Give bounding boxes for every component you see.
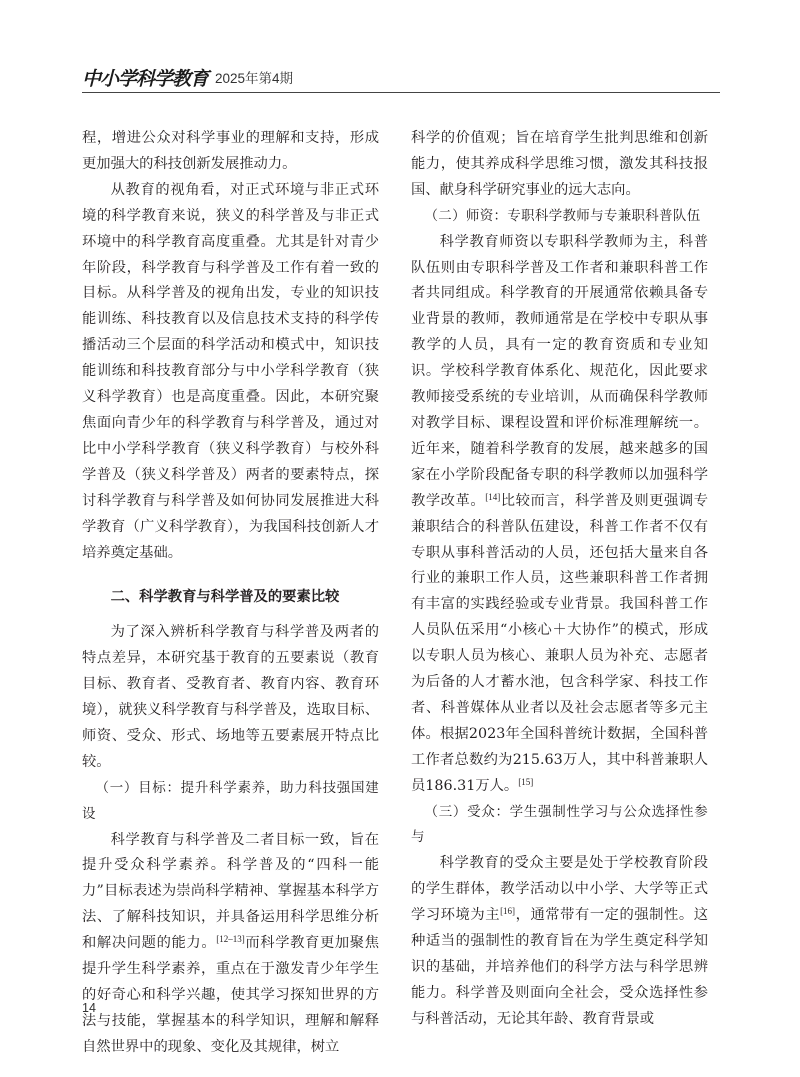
section-heading: 二、科学教育与科学普及的要素比较	[110, 589, 340, 606]
header-divider	[82, 92, 720, 93]
journal-logo: 中小学科学教育	[82, 68, 209, 90]
paragraph: 程，增进公众对科学事业的理解和支持，形成更加强大的科技创新发展推动力。	[82, 130, 379, 172]
paragraph	[411, 851, 708, 1032]
issue-label: 2025年第4期	[215, 71, 294, 86]
paragraph-text: ，通常带有一定的强制性。这种适当的强制性的教育旨在为学生奠定科学知识的基础，并培养他们的科学方法与科学思辨能力。科学普及则面向全社会，受众选择性参与科普活动，无论其年龄、教育背景或	[411, 907, 709, 1027]
paragraph: 为了深入辨析科学教育与科学普及两者的特点差异，本研究基于教育的五要素说（教育目标、教育者、受教育者、教育内容、教育环境），就狭义科学教育与科学普及，选取目标、师资、受众、形式、场地等五要素展开特点比较。	[82, 624, 379, 770]
citation-ref: [16]	[500, 906, 516, 917]
paragraph	[82, 828, 379, 1061]
paragraph: 科学的价值观；旨在培育学生批判思维和创新能力，使其养成科学思维习惯，激发其科技报国、献身科学研究事业的远大志向。	[411, 130, 708, 198]
paragraph: 从教育的视角看，对正式环境与非正式环境的科学教育来说，狭义的科学普及与非正式环境中的科学教育高度重叠。尤其是针对青少年阶段，科学教育与科学普及工作有着一致的目标。从科学普及的视角出发，专业的知识技能训练、科技教育以及信息技术支持的科学传播活动三个层面的科学活动和模式中，知识技能训练和科技教育部分与中小学科学教育（狭义科学教育）也是高度重叠。因此，本研究聚焦面向青少年的科学教育与科学普及，通过对比中小学科学教育（狭义科学教育）与校外科学普及（狭义科学普及）两者的要素特点，探讨科学教育与科学普及如何协同发展推进大科学教育（广义科学教育），为我国科技创新人才培养奠定基础。	[82, 181, 379, 561]
subsection-heading: （二）师资：专职科学教师与专兼职科普队伍	[424, 207, 701, 224]
left-column	[82, 126, 379, 1061]
subsection-heading: （一）目标：提升科学素养，助力科技强国建设	[82, 779, 379, 822]
running-header	[82, 64, 722, 90]
page-number: 14	[82, 1001, 96, 1015]
paragraph-text: 比较而言，科学普及则更强调专兼职结合的科普队伍建设，科普工作者不仅有专职从事科普活动的人员，还包括大量来自各行业的兼职工作人员，这些兼职科普工作者拥有丰富的实践经验或专业背景。我国科普工作人员队伍采用“小核心＋大协作”的模式，形成以专职人员为核心、兼职人员为补充、志愿者为后备的人才蓄水池，包含科学家、科技工作者、科普媒体从业者以及社会志愿者等多元主体。根据2023年全国科普统计数据，全国科普工作者总数约为215.63万人，其中科普兼职人员186.31万人。	[411, 492, 709, 794]
paragraph	[411, 230, 708, 800]
paragraph-text: 科学教育与科学普及二者目标一致，旨在提升受众科学素养。科学普及的“四科一能力”目标表述为崇尚科学精神、掌握基本科学方法、了解科技知识，并具备运用科学思维分析和解决问题的能力。	[82, 831, 379, 952]
citation-ref: [12–13]	[216, 934, 245, 945]
paragraph-text: 而科学教育更加聚焦提升学生科学素养，重点在于激发青少年学生的好奇心和科学兴趣，使其学习探知世界的方法与技能，掌握基本的科学知识，理解和解释自然世界中的现象、变化及其规律，树立	[82, 935, 379, 1055]
citation-ref: [15]	[518, 776, 534, 787]
citation-ref: [14]	[485, 491, 501, 502]
subsection-heading: （三）受众：学生强制性学习与公众选择性参与	[411, 803, 708, 846]
right-column	[411, 126, 708, 1033]
paragraph-text: 科学教育的受众主要是处于学校教育阶段的学生群体，教学活动以中小学、大学等正式学习环境为主	[411, 855, 708, 924]
paragraph-text: 科学教育师资以专职科学教师为主，科普队伍则由专职科学普及工作者和兼职科普工作者共同组成。科学教育的开展通常依赖具备专业背景的教师，教师通常是在学校中专职从事教学的人员，具有一定的教育资质和专业知识。学校科学教育体系化、规范化，因此要求教师接受系统的专业培训，从而确保科学教师对教学目标、课程设置和评价标准理解统一。近年来，随着科学教育的发展，越来越多的国家在小学阶段配备专职的科学教师以加强科学教学改革。	[411, 233, 708, 509]
